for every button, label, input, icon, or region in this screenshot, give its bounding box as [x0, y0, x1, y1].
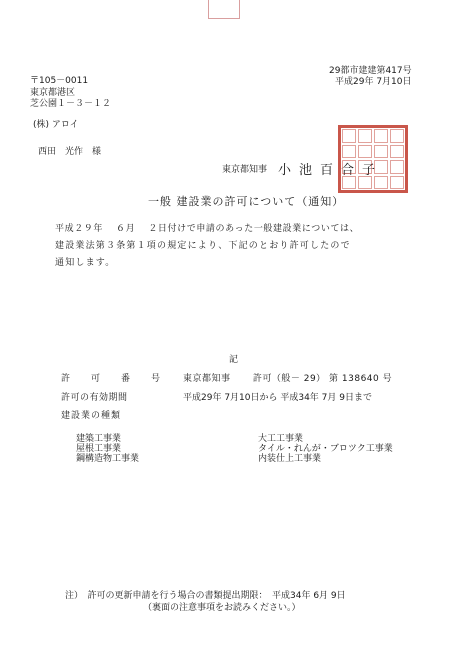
business-type-left-2: 屋根工事業 [76, 444, 122, 454]
address-line-2: 芝公園１－３－１２ [30, 99, 112, 109]
recipient-person: 西田 光作 様 [38, 147, 102, 157]
business-type-right-2: タイル・れんが・ブロツク工事業 [258, 444, 393, 454]
validity-value: 平成29年 7月10日から 平成34年 7月 9日まで [183, 393, 372, 403]
body-line-2: 建設業法第３条第１項の規定により、下記のとおり許可したので [55, 241, 351, 251]
document-title: 一般 建設業の許可について（通知） [148, 195, 345, 208]
business-type-left-3: 鋼構造物工事業 [76, 454, 140, 464]
body-line-1: 平成２９年 ６月 ２日付けで申請のあった一般建設業については、 [55, 224, 360, 234]
business-type-right-1: 大工工事業 [258, 434, 304, 444]
footer-note-line-1: 注） 許可の更新申請を行う場合の書類提出期限： 平成34年 6月 9日 [65, 591, 346, 601]
sender-title: 東京都知事 [222, 165, 268, 175]
postal-code: 〒105－0011 [30, 76, 89, 86]
official-seal [338, 125, 408, 193]
sender-name: 小池百合子 [278, 163, 384, 178]
receipt-stamp [208, 0, 240, 19]
permit-number-value: 東京都知事 許可（般－ 29） 第 138640 号 [183, 374, 393, 384]
reference-number: 29都市建建第417号 [329, 66, 412, 76]
validity-label: 許可の有効期間 [61, 393, 128, 403]
address-line-1: 東京都港区 [30, 88, 76, 98]
business-type-right-3: 内装仕上工事業 [258, 454, 322, 464]
company-name: (株) アロイ [33, 120, 79, 130]
business-types-label: 建設業の種類 [61, 411, 122, 421]
business-type-left-1: 建築工事業 [76, 434, 122, 444]
permit-number-label: 許 可 番 号 [61, 374, 167, 384]
footer-note-line-2: （裏面の注意事項をお読みください。） [143, 603, 301, 613]
body-line-3: 通知します。 [55, 258, 116, 268]
reference-date: 平成29年 7月10日 [335, 77, 412, 87]
notes-heading: 記 [229, 355, 239, 365]
